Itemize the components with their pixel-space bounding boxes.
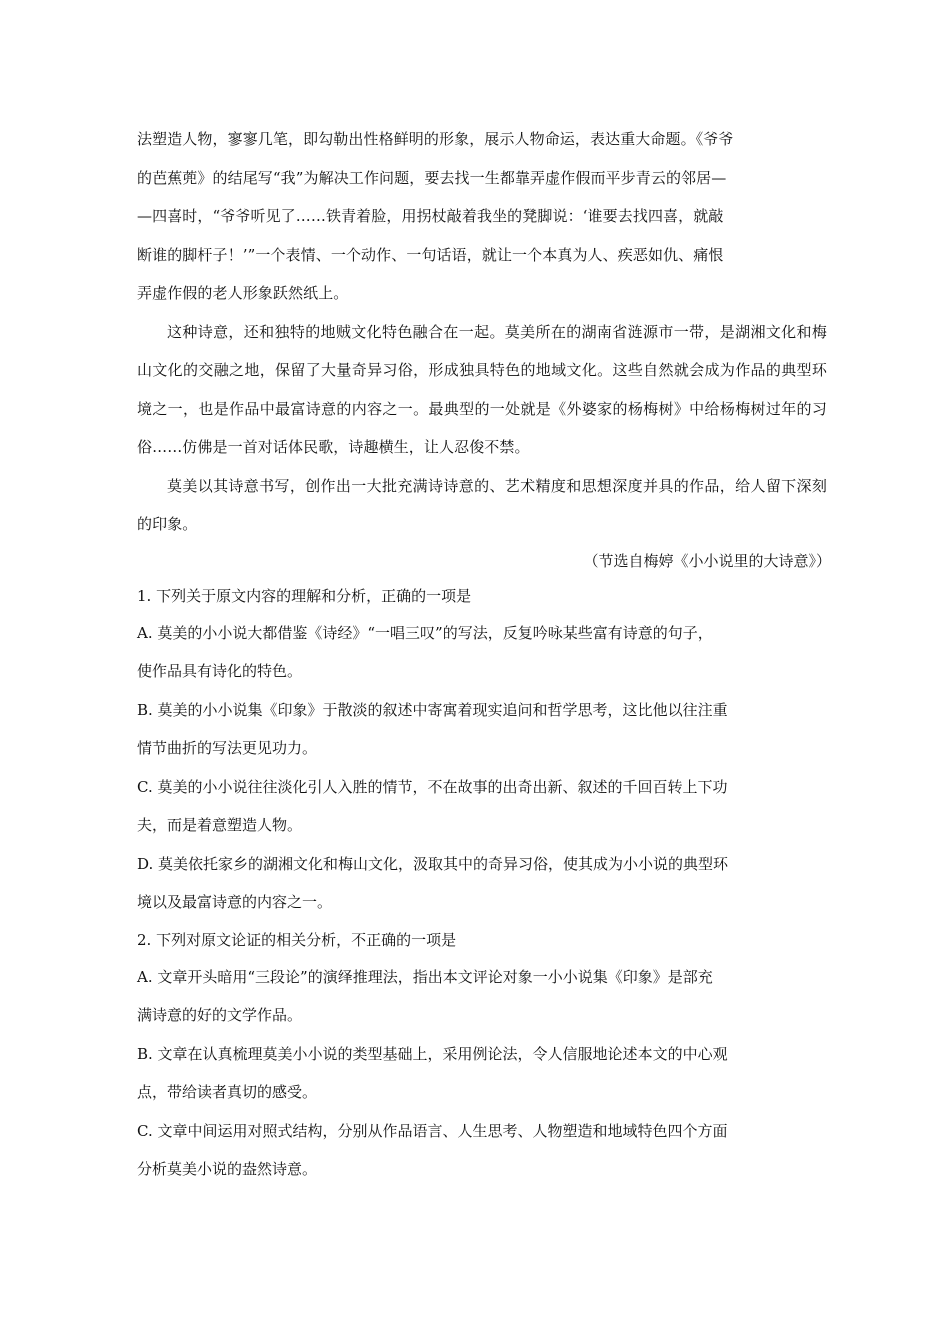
option-line: D. 莫美依托家乡的湖湘文化和梅山文化，汲取其中的奇异习俗，使其成为小小说的典型环 (137, 854, 729, 873)
question-1 (137, 578, 827, 922)
option-line: B. 文章在认真梳理莫美小小说的类型基础上，采用例论法，令人信服地论述本文的中心观 (137, 1044, 728, 1063)
option-line: C. 莫美的小小说往往淡化引人入胜的情节，不在故事的出奇出新、叙述的千回百转上下功 (137, 777, 728, 796)
passage-line: 的芭蕉蔸》的结尾写“我”为解决工作问题，要去找一生都靠弄虚作假而平步青云的邻居— (137, 168, 727, 187)
option-a (137, 958, 827, 1035)
passage-line: 法塑造人物，寥寥几笔，即勾勒出性格鲜明的形象，展示人物命运，表达重大命题。《爷爷 (137, 130, 734, 148)
question-2 (137, 922, 827, 1189)
option-line: B. 莫美的小小说集《印象》于散淡的叙述中寄寓着现实追问和哲学思考，这比他以往注重 (137, 700, 728, 719)
passage-paragraph-2: 这种诗意，还和独特的地贼文化特色融合在一起。莫美所在的湖南省涟源市一带，是湖湘文化和梅山文化的交融之地，保留了大量奇异习俗，形成独具特色的地域文化。这些自然就会成为作品的典型环境之一，也是作品中最富诗意的内容之一。最典型的一处就是《外婆家的杨梅树》中给杨梅树过年的习俗……仿佛是一首对话体民歌，诗趣横生，让人忍俊不禁。 (137, 322, 827, 456)
question-stem: 1. 下列关于原文内容的理解和分析，正确的一项是 (137, 586, 472, 605)
option-line: 境以及最富诗意的内容之一。 (137, 893, 333, 911)
option-line: 满诗意的好的文学作品。 (137, 1006, 303, 1024)
passage-line: 弄虚作假的老人形象跃然纸上。 (137, 284, 349, 302)
option-line: 点，带给读者真切的感受。 (137, 1083, 318, 1101)
option-line: 情节曲折的写法更见功力。 (137, 739, 318, 757)
option-line: A. 莫美的小小说大都借鉴《诗经》“一唱三叹”的写法，反复吟咏某些富有诗意的句子， (137, 623, 713, 642)
passage-paragraph-1 (137, 120, 827, 313)
option-c (137, 768, 827, 845)
option-line: 使作品具有诗化的特色。 (137, 662, 303, 680)
option-b (137, 691, 827, 768)
passage-line: —四喜时，“爷爷听见了……铁青着脸，用拐杖敲着我坐的凳脚说：‘谁要去找四喜，就敲 (137, 207, 724, 225)
passage-source: （节选自梅婷《小小说里的大诗意》） (583, 551, 831, 570)
passage-line: 断谁的脚杆子！’”一个表情、一个动作、一句话语，就让一个本真为人、疾恶如仇、痛恨 (137, 245, 724, 264)
option-line: A. 文章开头暗用“三段论”的演绎推理法，指出本文评论对象一小小说集《印象》是部充 (137, 967, 713, 986)
option-b (137, 1035, 827, 1112)
option-line: 夫，而是着意塑造人物。 (137, 816, 303, 834)
question-stem: 2. 下列对原文论证的相关分析，不正确的一项是 (137, 930, 457, 949)
passage-paragraph-3: 莫美以其诗意书写，创作出一大批充满诗诗意的、艺术精度和思想深度并具的作品，给人留下深刻的印象。 (137, 476, 827, 533)
page-content (137, 120, 831, 1189)
option-line: 分析莫美小说的盎然诗意。 (137, 1160, 318, 1178)
option-a (137, 614, 827, 691)
option-c (137, 1112, 827, 1189)
option-line: C. 文章中间运用对照式结构，分别从作品语言、人生思考、人物塑造和地域特色四个方面 (137, 1121, 728, 1140)
option-d (137, 845, 827, 922)
